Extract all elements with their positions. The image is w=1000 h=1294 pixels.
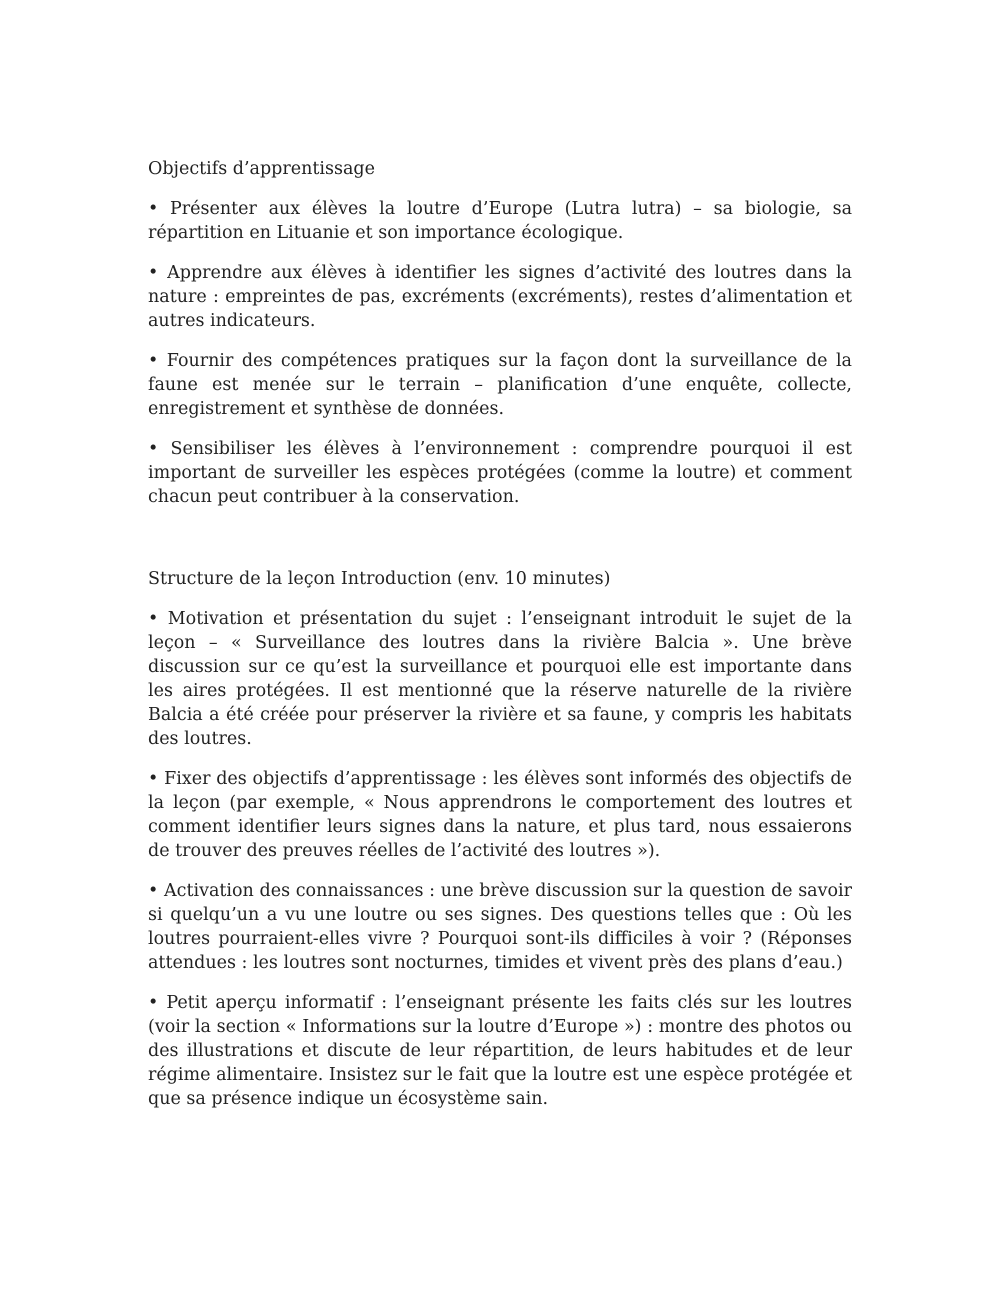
- section-spacer: [148, 525, 852, 567]
- learning-objectives-section: [148, 157, 852, 509]
- lesson-structure-section: [148, 567, 852, 1111]
- bullet-paragraph: • Motivation et présentation du sujet : l’enseignant introduit le sujet de la leçon – « Surveillance des loutres dans la rivière Balcia ». Une brève discussion sur ce qu’est la surveillance et pourquoi elle est importante dans les aires protégées. Il est mentionné que la réserve naturelle de la rivière Balcia a été créée pour préserver la rivière et sa faune, y compris les habitats des loutres.: [148, 609, 852, 749]
- bullet-paragraph: • Apprendre aux élèves à identifier les signes d’activité des loutres dans la nature : empreintes de pas, excréments (excréments), restes d’alimentation et autres indicateurs.: [148, 263, 852, 331]
- bullet-paragraph: • Sensibiliser les élèves à l’environnement : comprendre pourquoi il est important de surveiller les espèces protégées (comme la loutre) et comment chacun peut contribuer à la conservation.: [148, 439, 852, 507]
- bullet-paragraph: • Fournir des compétences pratiques sur la façon dont la surveillance de la faune est menée sur le terrain – planification d’une enquête, collecte, enregistrement et synthèse de données.: [148, 351, 852, 419]
- section-heading: Structure de la leçon Introduction (env. 10 minutes): [148, 569, 611, 589]
- section-heading: Objectifs d’apprentissage: [148, 159, 375, 179]
- document-page: [148, 157, 852, 1127]
- bullet-paragraph: • Présenter aux élèves la loutre d’Europe (Lutra lutra) – sa biologie, sa répartition en Lituanie et son importance écologique.: [148, 199, 852, 243]
- bullet-paragraph: • Petit aperçu informatif : l’enseignant présente les faits clés sur les loutres (voir la section « Informations sur la loutre d’Europe ») : montre des photos ou des illustrations et discute de leur répartition, de leurs habitudes et de leur régime alimentaire. Insistez sur le fait que la loutre est une espèce protégée et que sa présence indique un écosystème sain.: [148, 993, 852, 1109]
- bullet-paragraph: • Activation des connaissances : une brève discussion sur la question de savoir si quelqu’un a vu une loutre ou ses signes. Des questions telles que : Où les loutres pourraient-elles vivre ? Pourquoi sont-ils difficiles à voir ? (Réponses attendues : les loutres sont nocturnes, timides et vivent près des plans d’eau.): [148, 881, 852, 973]
- bullet-paragraph: • Fixer des objectifs d’apprentissage : les élèves sont informés des objectifs de la leçon (par exemple, « Nous apprendrons le comportement des loutres et comment identifier leurs signes dans la nature, et plus tard, nous essaierons de trouver des preuves réelles de l’activité des loutres »).: [148, 769, 852, 861]
